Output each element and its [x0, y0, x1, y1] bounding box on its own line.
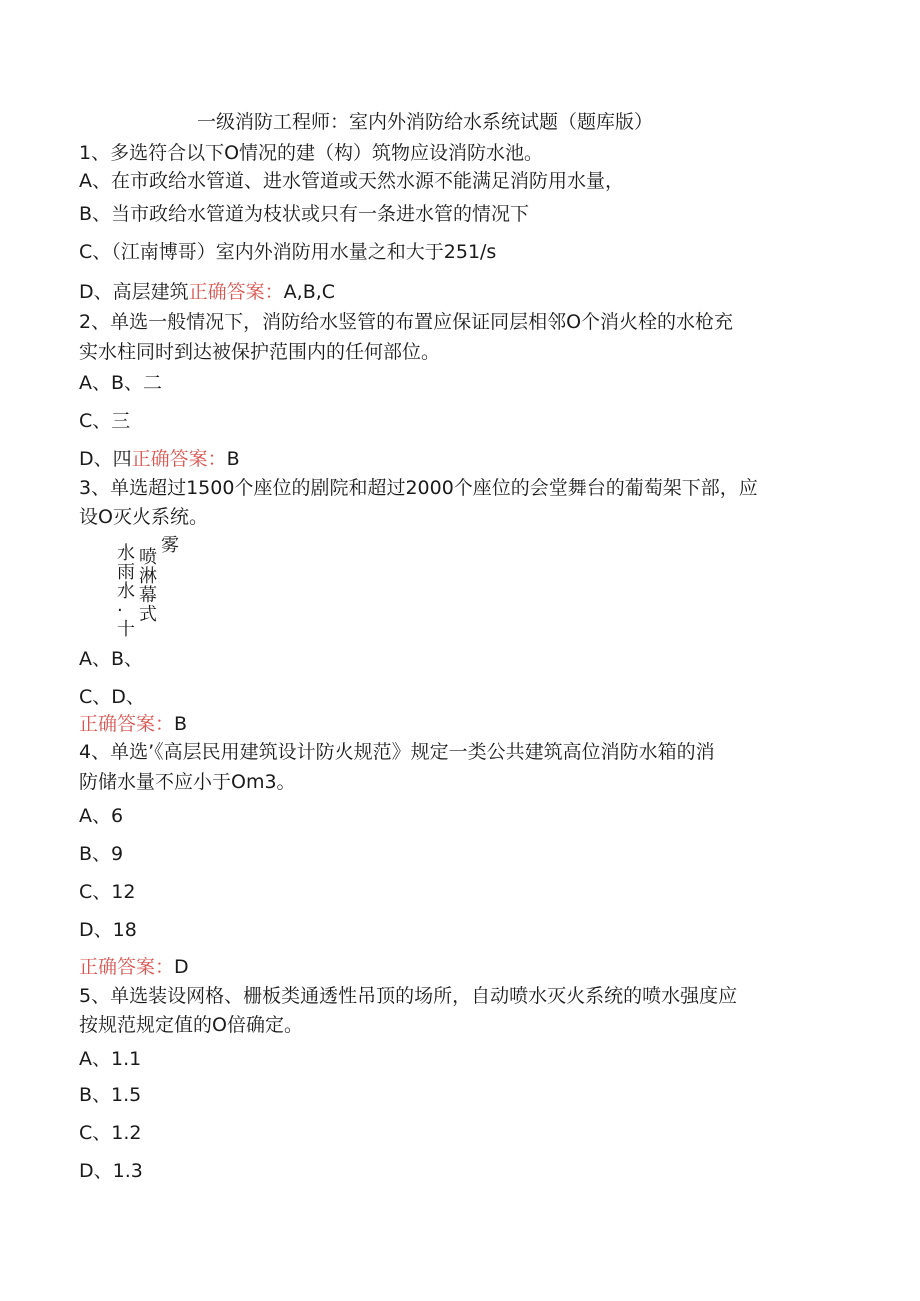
q3-vertical-options-col2 — [139, 548, 157, 624]
q3-vertical-options-col1 — [117, 544, 135, 639]
q1-answer: A,B,C — [283, 281, 336, 303]
q2-options-ab: A、B、二 — [79, 372, 163, 394]
q5-option-c: C、1.2 — [79, 1122, 142, 1144]
q2-stem-line1: 2、单选一般情况下，消防给水竖管的布置应保证同层相邻O个消火栓的水枪充 — [79, 311, 734, 333]
q2-answer: B — [226, 448, 240, 470]
q1-option-a: A、在市政给水管道、进水管道或天然水源不能满足消防用水量， — [79, 170, 624, 192]
q2-option-d: D、四 — [79, 448, 132, 470]
q3-col2-char: 淋 — [139, 566, 157, 587]
q4-answer-label: 正确答案： — [79, 956, 175, 978]
q5-option-a: A、1.1 — [79, 1048, 142, 1070]
q4-option-b: B、9 — [79, 843, 124, 865]
q2-option-c: C、三 — [79, 410, 131, 432]
q2-answer-label: 正确答案： — [131, 448, 227, 470]
q1-option-b: B、当市政给水管道为枝状或只有一条进水管的情况下 — [79, 203, 530, 225]
q3-col1-char: 雨 — [117, 562, 135, 583]
q5-option-b: B、1.5 — [79, 1084, 142, 1106]
q2-stem-line2: 实水柱同时到达被保护范围内的任何部位。 — [79, 341, 441, 363]
q3-col2-char: 喷 — [139, 547, 157, 568]
q4-answer: D — [174, 956, 189, 978]
q3-vertical-options-col3 — [161, 536, 179, 555]
q3-col1-char: · — [117, 600, 123, 621]
q3-col1-char: 十 — [117, 619, 135, 640]
q3-stem-line1: 3、单选超过1500个座位的剧院和超过2000个座位的会堂舞台的葡萄架下部，应 — [79, 477, 758, 499]
q3-col1-char: 水 — [117, 581, 135, 602]
q3-answer-row — [79, 712, 187, 736]
q3-answer: B — [174, 713, 188, 735]
q1-answer-label: 正确答案： — [188, 281, 284, 303]
q2-option-d-row — [79, 447, 240, 471]
q3-options-ab: A、B、 — [79, 648, 144, 670]
q1-stem: 1、多选符合以下O情况的建（构）筑物应设消防水池。 — [79, 142, 544, 164]
document-title: 一级消防工程师：室内外消防给水系统试题（题库版） — [197, 111, 654, 133]
q4-option-d: D、18 — [79, 919, 137, 941]
q3-col2-char: 式 — [139, 604, 157, 625]
q1-option-d-row — [79, 280, 335, 304]
q4-answer-row — [79, 955, 189, 979]
q5-stem-line1: 5、单选装设网格、栅板类通透性吊顶的场所，自动喷水灭火系统的喷水强度应 — [79, 985, 738, 1007]
q3-col1-char: 水 — [117, 543, 135, 564]
q3-col3-char: 雾 — [161, 535, 179, 556]
q1-option-d: D、高层建筑 — [79, 281, 189, 303]
q5-option-d: D、1.3 — [79, 1160, 143, 1182]
q1-option-c: C、（江南博哥）室内外消防用水量之和大于251∕s — [79, 241, 497, 263]
q3-col2-char: 幕 — [139, 585, 157, 606]
q3-stem-line2: 设O灭火系统。 — [79, 506, 208, 528]
q3-answer-label: 正确答案： — [79, 713, 175, 735]
q4-option-a: A、6 — [79, 805, 124, 827]
q4-stem-line2: 防储水量不应小于Om3。 — [79, 771, 296, 793]
q3-options-cd: C、D、 — [79, 686, 145, 708]
q4-option-c: C、12 — [79, 881, 136, 903]
q5-stem-line2: 按规范规定值的O倍确定。 — [79, 1014, 303, 1036]
q4-stem-line1: 4、单选’《高层民用建筑设计防火规范》规定一类公共建筑高位消防水箱的消 — [79, 741, 715, 763]
